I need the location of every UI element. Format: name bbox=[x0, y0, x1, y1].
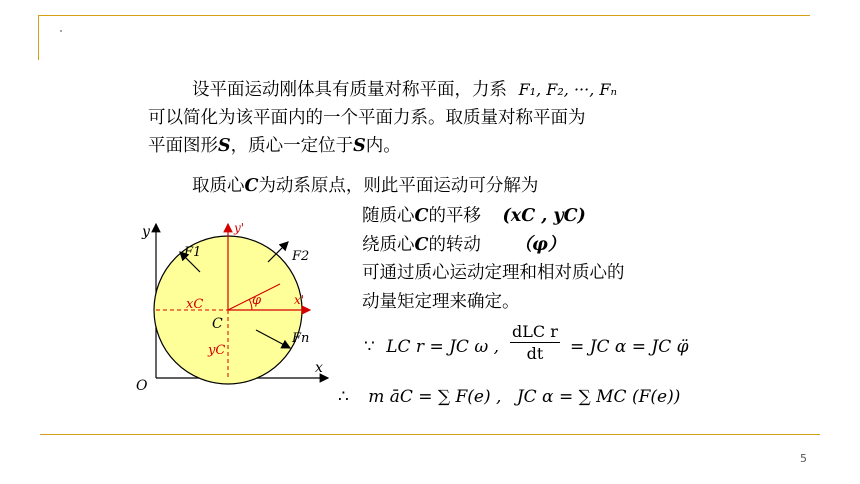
text-plane-figure: 平面图形 bbox=[148, 136, 218, 156]
fraction-bar bbox=[510, 342, 560, 343]
intro-a: 取质心 bbox=[192, 176, 245, 196]
paragraph-text-1: 设平面运动刚体具有质量对称平面，力系 bbox=[192, 80, 507, 100]
label-moving-x: x' bbox=[294, 293, 305, 307]
label-origin: O bbox=[136, 378, 148, 394]
label-yc: yC bbox=[208, 343, 226, 358]
label-f2: F2 bbox=[292, 249, 310, 264]
rotation-c-symbol: C bbox=[414, 235, 429, 255]
top-rule bbox=[38, 15, 810, 16]
intro-c-symbol: C bbox=[244, 176, 259, 196]
label-y: y bbox=[142, 224, 150, 240]
paragraph-line-3 bbox=[148, 132, 401, 157]
page-number: 5 bbox=[800, 452, 807, 465]
method-line-2: 动量矩定理来确定。 bbox=[362, 292, 520, 312]
equation-1: LC r = JC ω , bbox=[386, 337, 500, 357]
label-angle: φ bbox=[252, 293, 262, 308]
label-f1: F1 bbox=[184, 245, 202, 260]
corner-dot bbox=[60, 30, 62, 32]
method-line-1: 可通过质心运动定理和相对质心的 bbox=[362, 263, 625, 283]
text-inside: 内。 bbox=[365, 136, 401, 156]
equation-derivative-rhs: = JC α = JC φ̈ bbox=[570, 337, 689, 357]
rotation-coord: （φ） bbox=[514, 235, 566, 255]
label-moving-y: y' bbox=[234, 221, 245, 235]
paragraph-line-2: 可以简化为该平面内的一个平面力系。取质量对称平面为 bbox=[148, 108, 586, 128]
equation-3: m āC = ∑ F(e) , bbox=[368, 387, 502, 407]
fraction-denominator: dt bbox=[526, 344, 544, 363]
fraction-numerator: dLC r bbox=[512, 322, 558, 341]
left-rule bbox=[38, 15, 39, 60]
bottom-rule bbox=[40, 434, 820, 435]
equation-row-2 bbox=[338, 387, 680, 407]
therefore-symbol: ∴ bbox=[338, 387, 349, 407]
decomposition-intro bbox=[192, 172, 538, 197]
rigid-body-figure bbox=[128, 218, 340, 394]
equation-derivative-fraction bbox=[510, 322, 560, 363]
label-center: C bbox=[212, 316, 223, 332]
paragraph-line-1 bbox=[192, 76, 617, 101]
rotation-c: 的转动 bbox=[428, 235, 481, 255]
equation-4: JC α = ∑ MC (F(e)) bbox=[516, 387, 681, 407]
symbol-s: S bbox=[218, 136, 231, 156]
rotation-line bbox=[362, 231, 565, 256]
label-fn: Fn bbox=[292, 331, 310, 346]
text-centroid-in: ，质心一定位于 bbox=[230, 136, 354, 156]
label-x: x bbox=[315, 360, 323, 376]
translation-coords: (xC , yC) bbox=[502, 206, 586, 226]
because-symbol: ∵ bbox=[364, 337, 375, 357]
symbol-s-2: S bbox=[353, 136, 366, 156]
translation-line bbox=[362, 202, 586, 227]
force-system: F₁, F₂, ···, Fₙ bbox=[518, 80, 617, 99]
rotation-a: 绕质心 bbox=[362, 235, 415, 255]
equation-momentum bbox=[364, 337, 499, 357]
translation-a: 随质心 bbox=[362, 206, 415, 226]
label-xc: xC bbox=[186, 297, 204, 312]
translation-c-symbol: C bbox=[414, 206, 429, 226]
translation-c: 的平移 bbox=[428, 206, 481, 226]
intro-c: 为动系原点，则此平面运动可分解为 bbox=[258, 176, 539, 196]
